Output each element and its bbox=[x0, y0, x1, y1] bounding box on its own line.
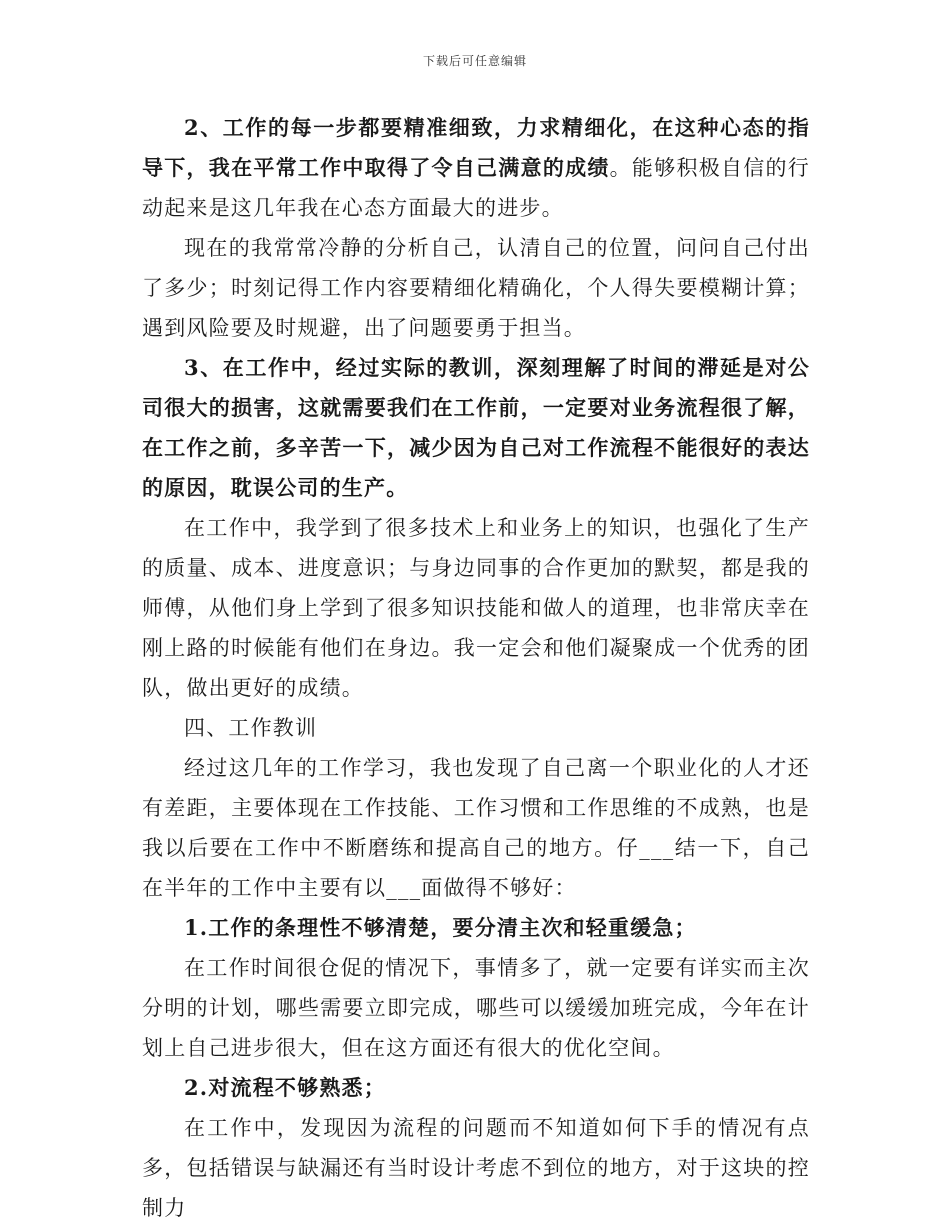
section-heading-text: 四、工作教训 bbox=[184, 716, 318, 740]
paragraph-8-text: 在工作时间很仓促的情况下，事情多了，就一定要有详实而主次分明的计划，哪些需要立即完成，哪些可以缓缓加班完成，今年在计划上自己进步很大，但在这方面还有很大的优化空间。 bbox=[142, 956, 810, 1060]
paragraph-2 bbox=[142, 228, 810, 348]
paragraph-4-text: 在工作中，我学到了很多技术上和业务上的知识，也强化了生产的质量、成本、进度意识；与身边同事的合作更加的默契，都是我的师傅，从他们身上学到了很多知识技能和做人的道理，也非常庆幸在刚上路的时候能有他们在身边。我一定会和他们凝聚成一个优秀的团队，做出更好的成绩。 bbox=[142, 516, 810, 700]
document-body bbox=[142, 108, 810, 1228]
paragraph-6 bbox=[142, 748, 810, 908]
paragraph-8 bbox=[142, 948, 810, 1068]
paragraph-10-text: 在工作中，发现因为流程的问题而不知道如何下手的情况有点多，包括错误与缺漏还有当时设计考虑不到位的地方，对于这块的控制力 bbox=[142, 1116, 810, 1220]
page-header: 下载后可任意编辑 bbox=[422, 54, 527, 68]
paragraph-1 bbox=[142, 108, 810, 228]
paragraph-1-text: 。能够积极自信的行动起来是这几年我在心态方面最大的进步。 bbox=[142, 156, 810, 220]
subheading-1-text: 1.工作的条理性不够清楚，要分清主次和轻重缓急； bbox=[184, 915, 697, 940]
paragraph-1-bold: 2、工作的每一步都要精准细致，力求精细化，在这种心态的指导下，我在平常工作中取得了令自己满意的成绩 bbox=[142, 115, 810, 180]
paragraph-3-bold: 3、在工作中，经过实际的教训，深刻理解了时间的滞延是对公司很大的损害，这就需要我们在工作前，一定要对业务流程很了解，在工作之前，多辛苦一下，减少因为自己对工作流程不能很好的表达的原因，耽误公司的生产。 bbox=[142, 355, 810, 500]
subheading-2-text: 2.对流程不够熟悉； bbox=[184, 1075, 386, 1100]
paragraph-2-text: 现在的我常常冷静的分析自己，认清自己的位置，问问自己付出了多少；时刻记得工作内容要精细化精确化，个人得失要模糊计算；遇到风险要及时规避，出了问题要勇于担当。 bbox=[142, 236, 810, 340]
subheading-1 bbox=[142, 908, 810, 948]
paragraph-10 bbox=[142, 1108, 810, 1228]
section-heading bbox=[142, 708, 810, 748]
paragraph-4 bbox=[142, 508, 810, 708]
paragraph-6-text: 经过这几年的工作学习，我也发现了自己离一个职业化的人才还有差距，主要体现在工作技能、工作习惯和工作思维的不成熟，也是我以后要在工作中不断磨练和提高自己的地方。仔___结一下，自己在半年的工作中主要有以___面做得不够好： bbox=[142, 756, 810, 900]
paragraph-3 bbox=[142, 348, 810, 508]
subheading-2 bbox=[142, 1068, 810, 1108]
